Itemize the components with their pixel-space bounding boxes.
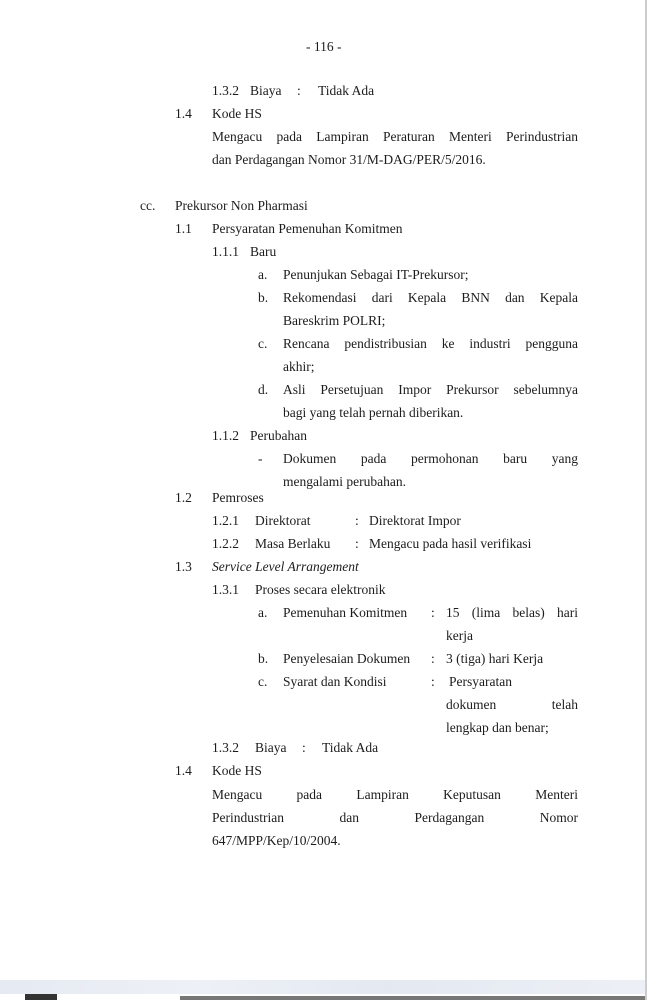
- scan-artifact-band: [0, 980, 647, 994]
- list-item: mengalami perubahan.: [283, 474, 406, 489]
- section-number: 1.2: [175, 490, 192, 505]
- section-number: 1.3.1: [212, 582, 239, 597]
- section-title: Prekursor Non Pharmasi: [175, 198, 308, 213]
- page-number: - 116 -: [306, 39, 342, 54]
- section-marker: cc.: [140, 198, 156, 213]
- colon: :: [431, 605, 435, 620]
- heading: Baru: [250, 244, 277, 259]
- value: Tidak Ada: [318, 83, 375, 98]
- heading: Perubahan: [250, 428, 307, 443]
- scan-edge-mark: [25, 994, 57, 1000]
- list-marker: a.: [258, 267, 268, 282]
- label: Pemenuhan Komitmen: [283, 605, 408, 620]
- value: kerja: [446, 628, 473, 643]
- list-marker: c.: [258, 674, 268, 689]
- heading: Persyaratan Pemenuhan Komitmen: [212, 221, 403, 236]
- section-number: 1.3.2: [212, 740, 239, 755]
- list-marker: a.: [258, 605, 268, 620]
- list-item: bagi yang telah pernah diberikan.: [283, 405, 464, 420]
- paragraph-line: 647/MPP/Kep/10/2004.: [212, 833, 341, 848]
- list-item: Rekomendasi dari Kepala BNN dan Kepala: [283, 290, 578, 305]
- colon: :: [302, 740, 306, 755]
- colon: :: [431, 674, 435, 689]
- colon: :: [297, 83, 301, 98]
- colon: :: [431, 651, 435, 666]
- list-item: Asli Persetujuan Impor Prekursor sebelumnya: [283, 382, 578, 397]
- list-marker: b.: [258, 651, 269, 666]
- section-number: 1.1.2: [212, 428, 239, 443]
- section-number: 1.2.2: [212, 536, 239, 551]
- heading: Kode HS: [212, 763, 262, 778]
- scan-edge-line: [180, 996, 647, 1000]
- list-marker: -: [258, 451, 263, 466]
- colon: :: [355, 536, 359, 551]
- list-item: Penunjukan Sebagai IT-Prekursor;: [283, 267, 469, 282]
- label: Direktorat: [255, 513, 311, 528]
- colon: :: [355, 513, 359, 528]
- list-marker: b.: [258, 290, 269, 305]
- list-marker: c.: [258, 336, 268, 351]
- list-item: akhir;: [283, 359, 315, 374]
- section-number: 1.3: [175, 559, 192, 574]
- label: Biaya: [255, 740, 287, 755]
- value: lengkap dan benar;: [446, 720, 549, 735]
- section-number: 1.4: [175, 106, 192, 121]
- paragraph-line: Mengacu pada Lampiran Keputusan Menteri: [212, 787, 578, 802]
- section-number: 1.1: [175, 221, 192, 236]
- list-item: Rencana pendistribusian ke industri pengguna: [283, 336, 578, 351]
- heading: Service Level Arrangement: [212, 559, 359, 574]
- paragraph-line: Perindustrian dan Perdagangan Nomor: [212, 810, 578, 825]
- paragraph-line: dan Perdagangan Nomor 31/M-DAG/PER/5/2016.: [212, 152, 486, 167]
- paragraph-line: Mengacu pada Lampiran Peraturan Menteri Perindustrian: [212, 129, 578, 144]
- value: Tidak Ada: [322, 740, 379, 755]
- value: Direktorat Impor: [369, 513, 461, 528]
- heading: Pemroses: [212, 490, 264, 505]
- label: Masa Berlaku: [255, 536, 331, 551]
- value: Persyaratan: [449, 674, 512, 689]
- label: Syarat dan Kondisi: [283, 674, 387, 689]
- section-number: 1.4: [175, 763, 192, 778]
- value: dokumen telah: [446, 697, 578, 712]
- value: 15 (lima belas) hari: [446, 605, 578, 620]
- list-item: Bareskrim POLRI;: [283, 313, 386, 328]
- value: 3 (tiga) hari Kerja: [446, 651, 544, 666]
- section-number: 1.2.1: [212, 513, 239, 528]
- value: Mengacu pada hasil verifikasi: [369, 536, 532, 551]
- list-item: Dokumen pada permohonan baru yang: [283, 451, 578, 466]
- section-number: 1.3.2: [212, 83, 239, 98]
- label: Biaya: [250, 83, 282, 98]
- list-marker: d.: [258, 382, 269, 397]
- label: Penyelesaian Dokumen: [283, 651, 411, 666]
- section-number: 1.1.1: [212, 244, 239, 259]
- heading: Kode HS: [212, 106, 262, 121]
- heading: Proses secara elektronik: [255, 582, 386, 597]
